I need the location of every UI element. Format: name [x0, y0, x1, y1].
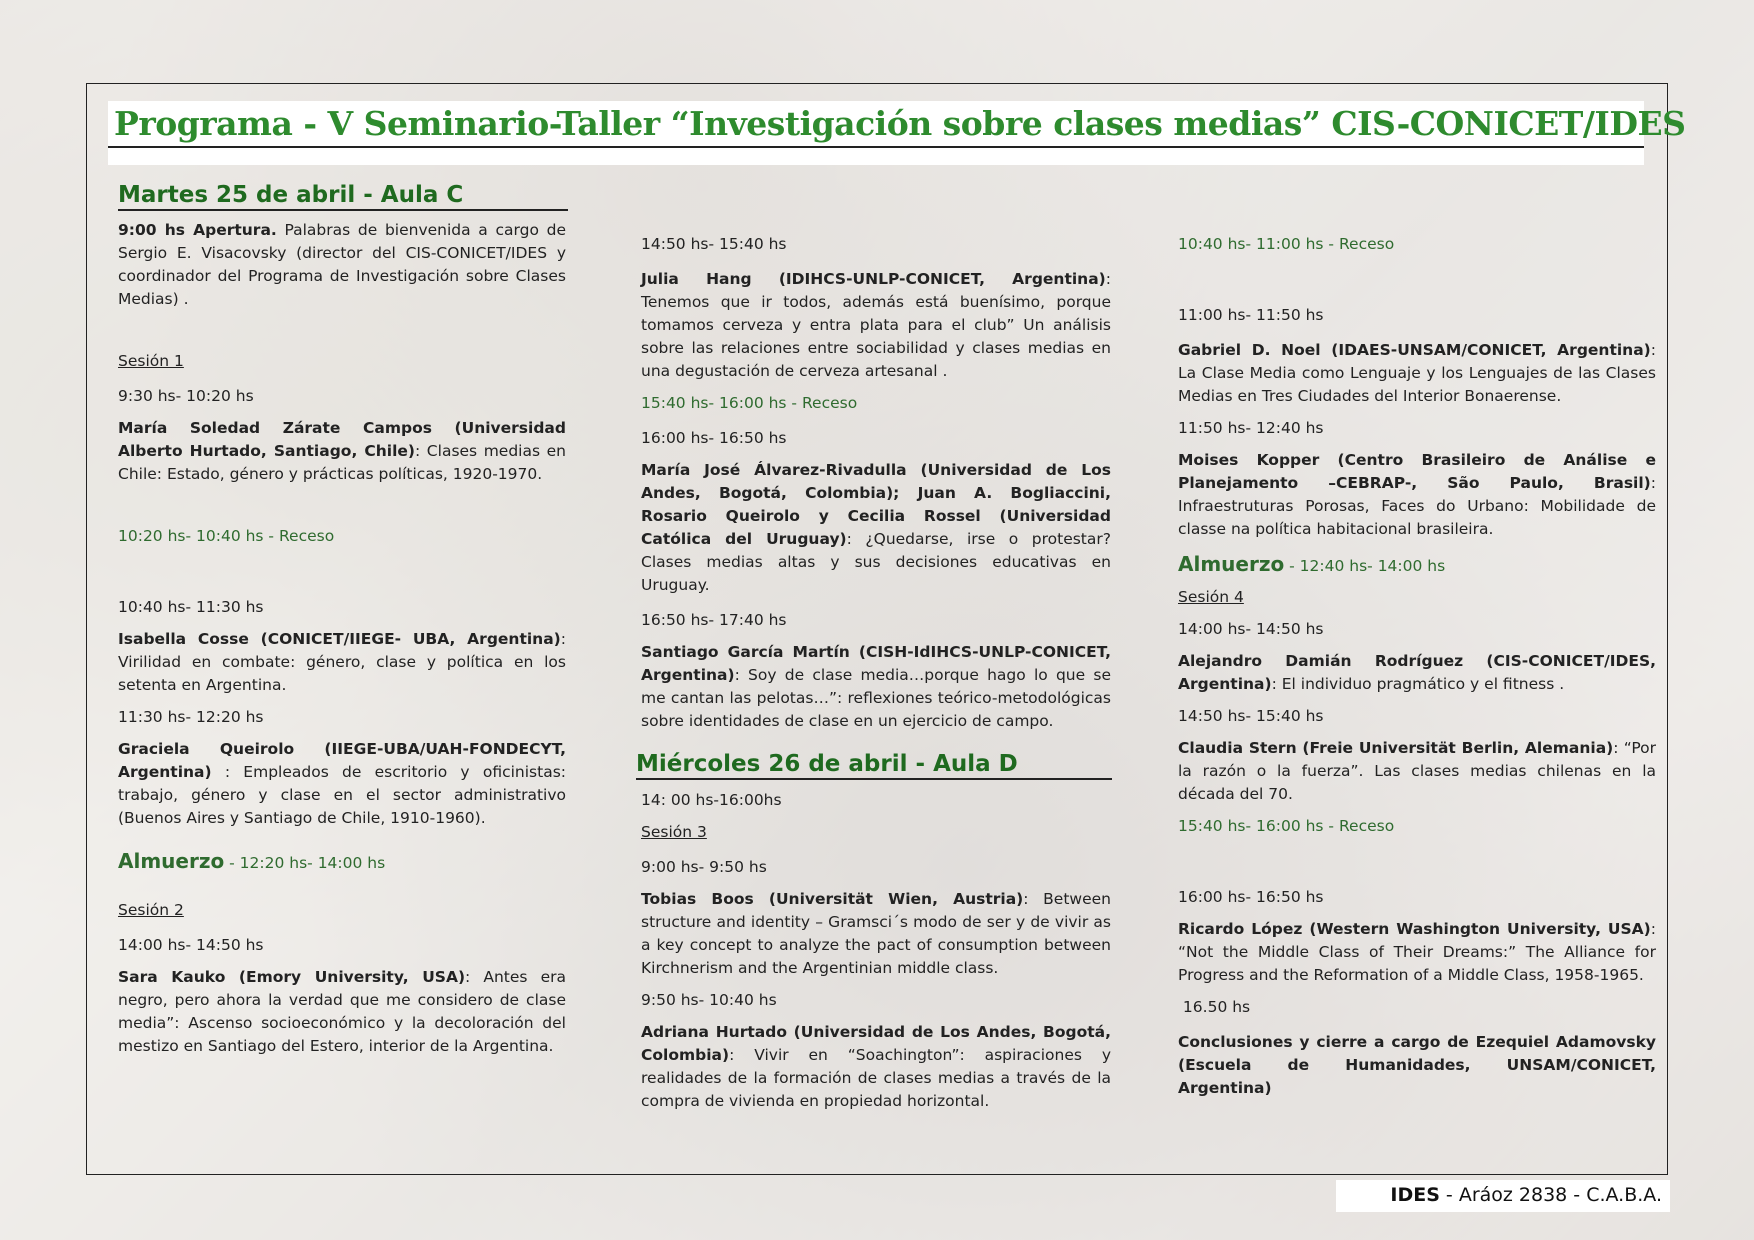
time-slot: 16:00 hs- 16:50 hs	[1178, 888, 1324, 906]
opening-block	[118, 219, 566, 311]
presentation	[641, 1021, 1111, 1113]
opening-text: Palabras de bienvenida a cargo de Sergio E. Visacovsky (director del CIS-CONICET/IDES y coordinador del Programa de Investigación sobre Clases Medias) .	[118, 221, 566, 308]
break-slot: 10:20 hs- 10:40 hs - Receso	[118, 527, 335, 545]
presentation	[641, 268, 1111, 383]
column-right	[1178, 233, 1656, 1100]
time-slot: 11:30 hs- 12:20 hs	[118, 708, 264, 726]
lunch-label: Almuerzo	[1178, 552, 1285, 576]
presenter: Moises Kopper (Centro Brasileiro de Análise e Planejamento –CEBRAP-, São Paulo, Brasil)	[1178, 451, 1656, 492]
presenter: Graciela Queirolo (IIEGE-UBA/UAH-FONDECYT, Argentina)	[118, 740, 566, 781]
title-underline	[108, 146, 1644, 148]
presentation-title: : ¿Quedarse, irse o protestar? Clases medias altas y sus decisiones educativas en Uruguay.	[641, 530, 1111, 594]
day-heading-wednesday: Miércoles 26 de abril - Aula D	[636, 753, 1112, 780]
break-slot: 10:40 hs- 11:00 hs - Receso	[1178, 235, 1395, 253]
presentation	[118, 628, 566, 697]
presentation	[641, 888, 1111, 980]
presentation-title: : Antes era negro, pero ahora la verdad que me considero de clase media”: Ascenso socioeconómico y la decoloración del mestizo en Santiago del Estero, interior de la Argentina.	[118, 968, 566, 1055]
presentation-title: : Empleados de escritorio y oficinistas: trabajo, género y clase en el sector administrativo (Buenos Aires y Santiago de Chile, 1910-1960).	[118, 763, 566, 827]
presenter: Gabriel D. Noel (IDAES-UNSAM/CONICET, Argentina)	[1178, 341, 1651, 359]
lunch-time: - 12:20 hs- 14:00 hs	[224, 854, 386, 872]
lunch-label: Almuerzo	[118, 849, 225, 873]
presentation-title: : Soy de clase media…porque hago lo que se me cantan las pelotas…”: reflexiones teórico-metodológicas sobre identidades de clase en un ejercicio de campo.	[641, 666, 1111, 730]
presentation	[1178, 918, 1656, 987]
day-heading-tuesday: Martes 25 de abril - Aula C	[118, 184, 568, 211]
presenter: Claudia Stern (Freie Universität Berlin, Alemania)	[1178, 739, 1614, 757]
presentation-title: : El individuo pragmático y el fitness .	[1271, 675, 1565, 693]
footer-address	[1336, 1184, 1662, 1206]
time-slot: 9:50 hs- 10:40 hs	[641, 991, 777, 1009]
lunch-break	[1178, 553, 1656, 578]
footer-location: - Aráoz 2838 - C.A.B.A.	[1439, 1184, 1662, 1206]
time-slot: 9:00 hs- 9:50 hs	[641, 858, 767, 876]
time-slot: 14: 00 hs-16:00hs	[641, 791, 782, 809]
presentation-title: : Tenemos que ir todos, además está buenísimo, porque tomamos cerveza y entra plata para el club” Un análisis sobre las relaciones entre sociabilidad y clases medias en una degustación de cerveza artesanal .	[641, 270, 1111, 380]
presentation	[641, 459, 1111, 597]
presentation	[641, 641, 1111, 733]
break-slot: 15:40 hs- 16:00 hs - Receso	[641, 394, 858, 412]
presentation	[118, 417, 566, 486]
page-title: Programa - V Seminario-Taller “Investigación sobre clases medias” CIS-CONICET/IDES	[114, 104, 1686, 143]
presenter: Adriana Hurtado (Universidad de Los Andes, Bogotá, Colombia)	[641, 1023, 1111, 1064]
presenter: Julia Hang (IDIHCS-UNLP-CONICET, Argentina)	[641, 270, 1106, 288]
column-middle	[636, 233, 1111, 1113]
presentation-title: : Vivir en “Soachington”: aspiraciones y realidades de la formación de clases medias a través de la compra de vivienda en propiedad horizontal.	[641, 1046, 1111, 1110]
presenter: María José Álvarez-Rivadulla (Universidad de Los Andes, Bogotá, Colombia); Juan A. Bogliaccini, Rosario Queirolo y Cecilia Rossel (Universidad Católica del Uruguay)	[641, 461, 1111, 548]
presentation-title: : Virilidad en combate: género, clase y política en los setenta en Argentina.	[118, 630, 566, 694]
opening-time: 9:00 hs Apertura.	[118, 221, 277, 239]
lunch-time: - 12:40 hs- 14:00 hs	[1284, 557, 1446, 575]
presenter: María Soledad Zárate Campos (Universidad Alberto Hurtado, Santiago, Chile)	[118, 419, 566, 460]
session-2-label: Sesión 2	[118, 901, 184, 919]
presenter: Ricardo López (Western Washington University, USA)	[1178, 920, 1651, 938]
presentation	[1178, 339, 1656, 408]
lunch-break	[118, 850, 566, 875]
time-slot: 14:00 hs- 14:50 hs	[1178, 620, 1324, 638]
time-slot: 16:00 hs- 16:50 hs	[641, 429, 787, 447]
break-slot: 15:40 hs- 16:00 hs - Receso	[1178, 817, 1395, 835]
time-slot: 16.50 hs	[1178, 998, 1251, 1016]
time-slot: 14:50 hs- 15:40 hs	[641, 235, 787, 253]
presentation	[118, 738, 566, 830]
session-3-label: Sesión 3	[641, 823, 707, 841]
presentation	[1178, 737, 1656, 806]
time-slot: 11:00 hs- 11:50 hs	[1178, 306, 1324, 324]
column-tuesday	[118, 184, 566, 1058]
presentation-title: : Clases medias en Chile: Estado, género y prácticas políticas, 1920-1970.	[118, 442, 566, 483]
presentation	[118, 966, 566, 1058]
time-slot: 9:30 hs- 10:20 hs	[118, 387, 254, 405]
presentation-title: : Between structure and identity – Gramsci´s modo de ser y de vivir as a key concept to analyze the pact of consumption between Kirchnerism and the Argentinian middle class.	[641, 890, 1111, 977]
presenter: Tobias Boos (Universität Wien, Austria)	[641, 890, 1024, 908]
session-1-label: Sesión 1	[118, 352, 184, 370]
presentation-title: : Infraestruturas Porosas, Faces do Urbano: Mobilidade de classe na política habitacional brasileira.	[1178, 474, 1656, 538]
presentation	[1178, 449, 1656, 541]
time-slot: 10:40 hs- 11:30 hs	[118, 598, 264, 616]
closing-session: Conclusiones y cierre a cargo de Ezequiel Adamovsky (Escuela de Humanidades, UNSAM/CONICET, Argentina)	[1178, 1033, 1656, 1097]
presentation-title: : “Not the Middle Class of Their Dreams:” The Alliance for Progress and the Reformation of a Middle Class, 1958-1965.	[1178, 920, 1656, 984]
presentation	[1178, 650, 1656, 696]
presenter: Isabella Cosse (CONICET/IIEGE- UBA, Argentina)	[118, 630, 561, 648]
session-4-label: Sesión 4	[1178, 588, 1244, 606]
presenter: Santiago García Martín (CISH-IdIHCS-UNLP-CONICET, Argentina)	[641, 643, 1111, 684]
presentation-title: : “Por la razón o la fuerza”. Las clases medias chilenas en la década del 70.	[1178, 739, 1657, 803]
presenter: Alejandro Damián Rodríguez (CIS-CONICET/IDES, Argentina)	[1178, 652, 1656, 693]
time-slot: 14:50 hs- 15:40 hs	[1178, 707, 1324, 725]
presenter: Sara Kauko (Emory University, USA)	[118, 968, 466, 986]
time-slot: 14:00 hs- 14:50 hs	[118, 936, 264, 954]
time-slot: 16:50 hs- 17:40 hs	[641, 611, 787, 629]
footer-brand: IDES	[1390, 1184, 1440, 1206]
time-slot: 11:50 hs- 12:40 hs	[1178, 419, 1324, 437]
presentation-title: : La Clase Media como Lenguaje y los Lenguajes de las Clases Medias en Tres Ciudades del Interior Bonaerense.	[1178, 341, 1656, 405]
